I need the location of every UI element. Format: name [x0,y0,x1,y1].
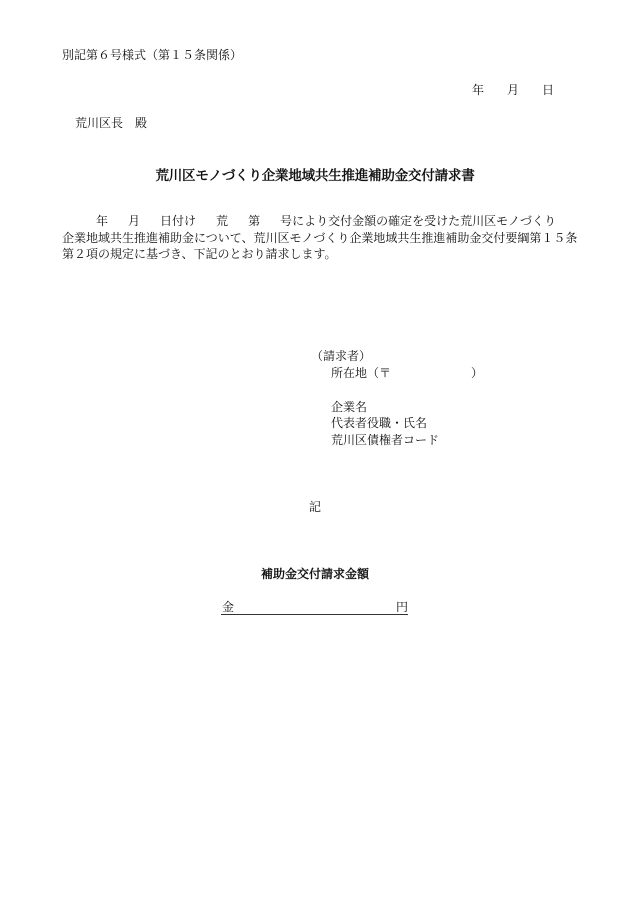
statement-year: 年 [96,214,109,228]
statement-ara: 荒 [216,214,229,228]
date-day-label: 日 [542,83,555,97]
statement-line-2: 企業地域共生推進補助金について、荒川区モノづくり企業地域共生推進補助金交付要綱第１５条 [62,230,578,245]
statement-day: 日付け [160,214,197,228]
statement-line-3: 第２項の規定に基づき、下記のとおり請求します。 [62,247,337,261]
statement-dai: 第 [248,214,261,228]
statement-line-1-rest: 号により交付金額の確定を受けた荒川区モノづくり [280,214,556,228]
amount-prefix: 金 [222,600,235,614]
form-id: 別記第６号様式（第１５条関係） [62,48,243,62]
address-label: 所在地（〒 [331,366,392,380]
representative-label: 代表者役職・氏名 [331,416,428,430]
claimant-heading: （請求者） [311,349,372,363]
document-title: 荒川区モノづくり企業地域共生推進補助金交付請求書 [155,168,475,184]
note-mark: 記 [309,500,322,514]
addressee: 荒川区長 殿 [75,116,148,130]
company-name-label: 企業名 [331,400,368,414]
date-month-label: 月 [507,83,520,97]
amount-heading: 補助金交付請求金額 [260,567,369,581]
statement-month: 月 [128,214,141,228]
statement-line-1 [62,213,572,230]
creditor-code-label: 荒川区債権者コード [331,433,440,447]
date-year-label: 年 [472,83,485,97]
amount-field [221,598,408,615]
address-close: ） [471,366,484,380]
request-statement [62,213,578,263]
amount-suffix: 円 [395,600,408,614]
